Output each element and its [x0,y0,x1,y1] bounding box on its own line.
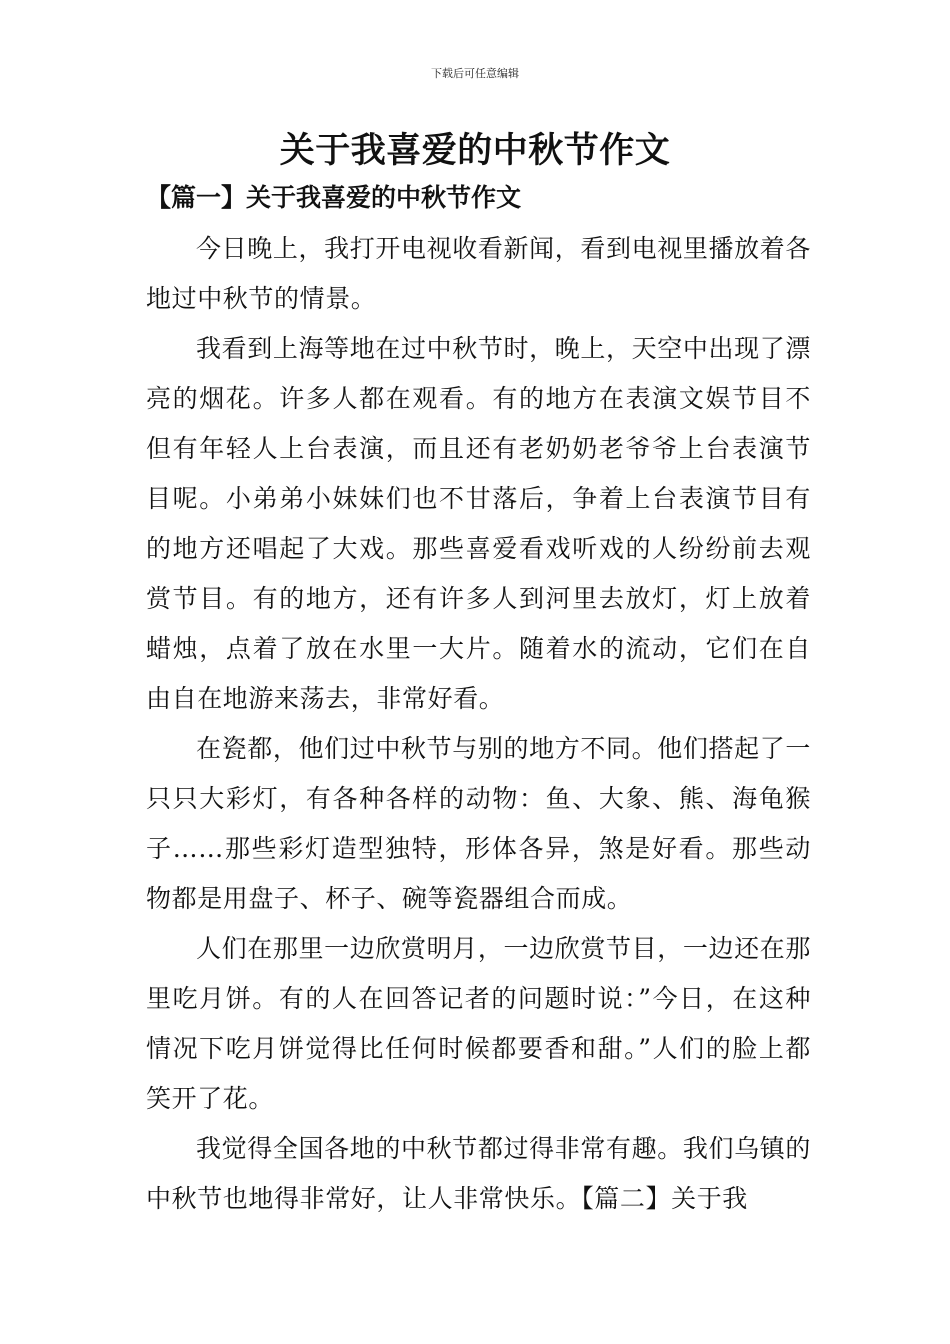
paragraph: 今日晚上，我打开电视收看新闻，看到电视里播放着各地过中秋节的情景。 [146,234,811,313]
article-body [146,224,811,1224]
paragraph: 我看到上海等地在过中秋节时，晚上，天空中出现了漂亮的烟花。许多人都在观看。有的地方在表演文娱节目不但有年轻人上台表演，而且还有老奶奶老爷爷上台表演节目呢。小弟弟小妹妹们也不甘落后，争着上台表演节目有的地方还唱起了大戏。那些喜爱看戏听戏的人纷纷前去观赏节目。有的地方，还有许多人到河里去放灯，灯上放着蜡烛，点着了放在水里一大片。随着水的流动，它们在自由自在地游来荡去，非常好看。 [146,334,811,713]
paragraph: 在瓷都，他们过中秋节与别的地方不同。他们搭起了一只只大彩灯，有各种各样的动物：鱼、大象、熊、海龟猴子……那些彩灯造型独特，形体各异，煞是好看。那些动物都是用盘子、杯子、碗等瓷器组合而成。 [146,734,811,913]
header-note: 下载后可任意编辑 [431,67,519,80]
paragraph: 人们在那里一边欣赏明月，一边欣赏节目，一边还在那里吃月饼。有的人在回答记者的问题时说：”今日，在这种情况下吃月饼觉得比任何时候都要香和甜。”人们的脸上都笑开了花。 [146,934,811,1113]
paragraph: 我觉得全国各地的中秋节都过得非常有趣。我们乌镇的中秋节也地得非常好，让人非常快乐。【篇二】关于我 [146,1134,811,1213]
document-title: 关于我喜爱的中秋节作文 [279,131,671,171]
section-heading: 【篇一】关于我喜爱的中秋节作文 [146,183,522,212]
